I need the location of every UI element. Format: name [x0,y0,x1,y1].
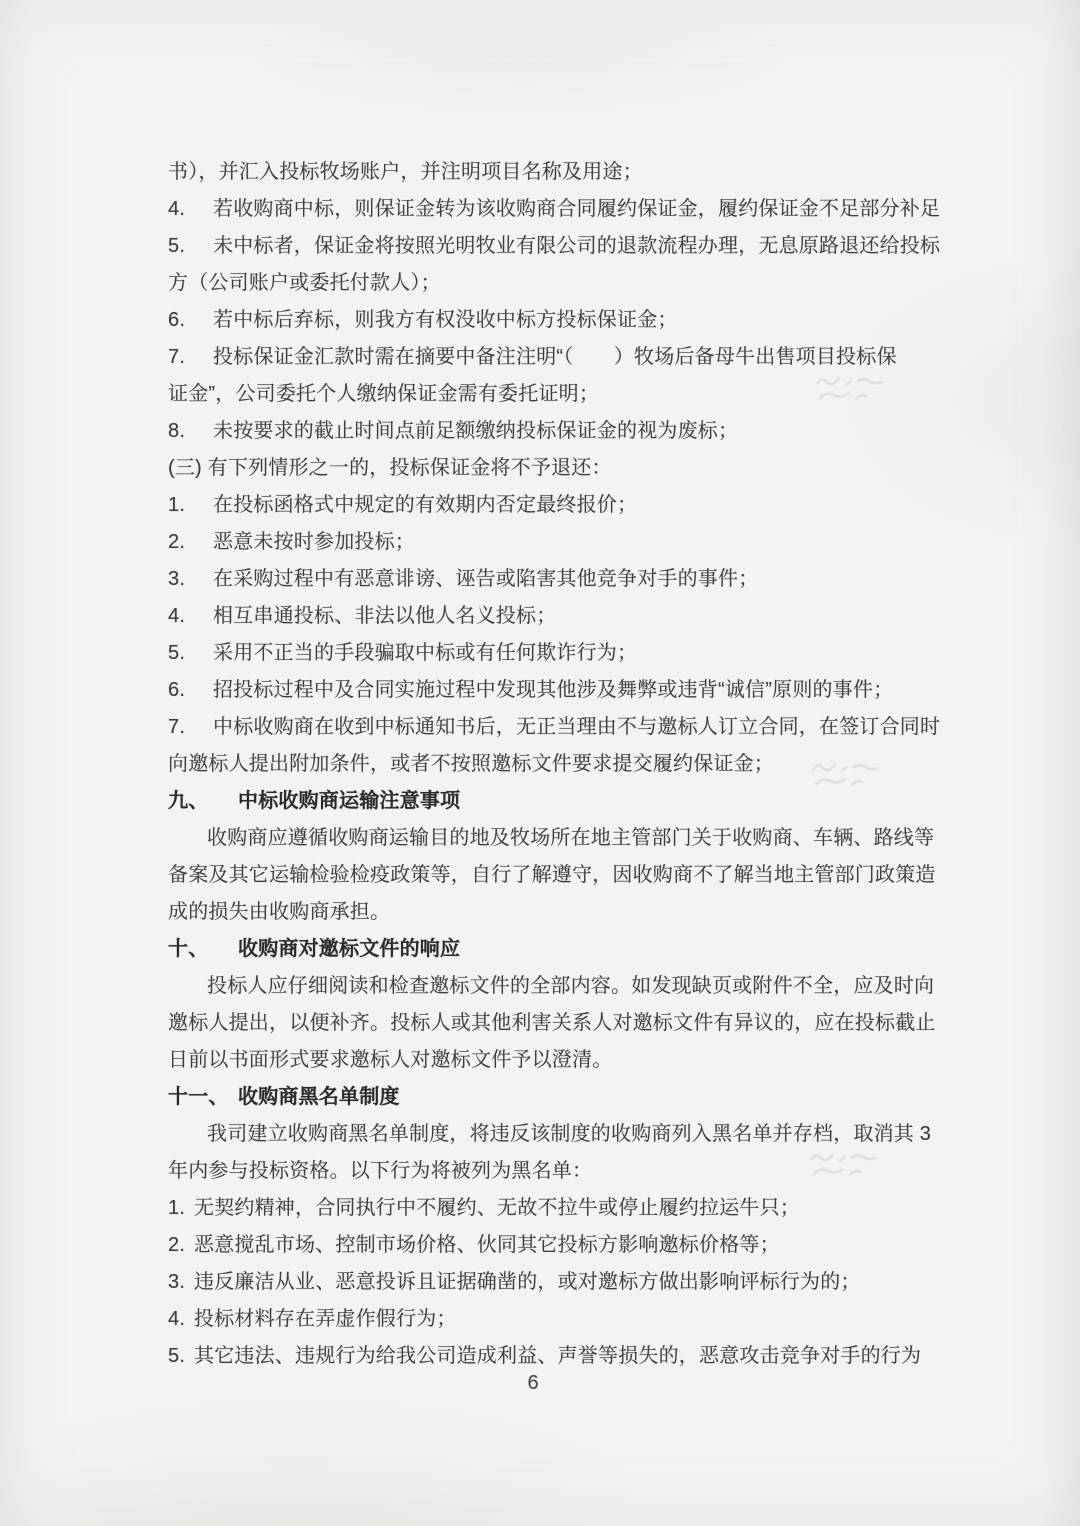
line-number-label: 1. [168,1197,186,1219]
document-line [168,1042,914,1079]
line-text: 邀标人提出，以便补齐。投标人或其他利害关系人对邀标文件有异议的，应在投标截止 [168,1012,936,1034]
document-line [168,1264,914,1301]
line-number-label: 7. [168,716,186,738]
line-number-label: 4. [168,1308,186,1330]
line-number-label: 5. [168,642,186,664]
line-number-label: 7. [168,346,186,368]
document-line [168,1153,914,1190]
line-number-label: 6. [168,679,186,701]
line-text: 收购商黑名单制度 [238,1086,400,1108]
document-line [168,450,914,487]
line-text: 备案及其它运输检验检疫政策等，自行了解遵守，因收购商不了解当地主管部门政策造 [168,864,936,886]
line-text: 在投标函格式中规定的有效期内否定最终报价； [213,494,638,516]
document-line [168,339,914,376]
document-body [168,154,941,1375]
line-text: 未中标者，保证金将按照光明牧业有限公司的退款流程办理，无息原路退还给投标 [213,235,941,257]
line-text: 中标收购商在收到中标通知书后，无正当理由不与邀标人订立合同，在签订合同时 [213,716,941,738]
line-number-label: 4. [168,605,186,627]
line-number-label: 8. [168,420,186,442]
line-number-label: 1. [168,494,186,516]
line-text: 证金”，公司委托个人缴纳保证金需有委托证明； [168,383,600,405]
line-text: (三) 有下列情形之一的，投标保证金将不予退还： [168,457,612,479]
document-line [168,524,914,561]
line-text: 采用不正当的手段骗取中标或有任何欺诈行为； [213,642,638,664]
line-text: 投标材料存在弄虚作假行为； [194,1308,457,1330]
line-text: 未按要求的截止时间点前足额缴纳投标保证金的视为废标； [213,420,739,442]
line-text: 相互串通投标、非法以他人名义投标； [213,605,557,627]
document-line [168,561,914,598]
document-line [168,265,914,302]
line-number-label: 3. [168,568,186,590]
document-line [168,228,941,265]
line-number-label: 九、 [168,790,209,812]
line-number-label: 6. [168,309,186,331]
line-number-label: 2. [168,531,186,553]
line-text: 投标人应仔细阅读和检查邀标文件的全部内容。如发现缺页或附件不全，应及时向 [207,975,935,997]
line-text: 若中标后弃标，则我方有权没收中标方投标保证金； [213,309,678,331]
document-line [168,635,914,672]
document-line [168,709,941,746]
section-heading [168,1079,914,1116]
line-number-label: 3. [168,1271,186,1293]
line-text: 收购商对邀标文件的响应 [238,938,461,960]
line-number-label: 4. [168,198,186,220]
line-text: 年内参与投标资格。以下行为将被列为黑名单： [168,1160,593,1182]
line-text: 无契约精神，合同执行中不履约、无故不拉牛或停止履约拉运牛只； [194,1197,800,1219]
document-line [168,191,941,228]
line-text: 违反廉洁从业、恶意投诉且证据确凿的，或对邀标方做出影响评标行为的； [194,1271,861,1293]
document-line [168,820,935,857]
document-line [168,857,936,894]
document-line [168,1190,914,1227]
line-text: 恶意搅乱市场、控制市场价格、伙同其它投标方影响邀标价格等； [194,1234,780,1256]
section-heading [168,931,914,968]
document-line [168,1301,914,1338]
document-line [168,894,914,931]
line-text: 若收购商中标，则保证金转为该收购商合同履约保证金，履约保证金不足部分补足 [213,198,941,220]
line-text: 方（公司账户或委托付款人）； [168,272,441,294]
section-heading [168,783,914,820]
document-line [168,487,914,524]
line-text: 收购商应遵循收购商运输目的地及牧场所在地主管部门关于收购商、车辆、路线等 [207,827,935,849]
line-text: 在采购过程中有恶意诽谤、诬告或陷害其他竞争对手的事件； [213,568,759,590]
document-line [168,376,914,413]
line-text: 书），并汇入投标牧场账户，并注明项目名称及用途； [168,161,643,183]
line-text: 其它违法、违规行为给我公司造成利益、声誉等损失的，恶意攻击竞争对手的行为 [194,1345,922,1367]
scan-smudge-icon [806,1148,882,1182]
line-text: 成的损失由收购商承担。 [168,901,391,923]
scan-smudge-icon [808,758,884,792]
line-text: 投标保证金汇款时需在摘要中备注注明“（ ）牧场后备母牛出售项目投标保 [213,346,897,368]
line-text: 招投标过程中及合同实施过程中发现其他涉及舞弊或违背“诚信”原则的事件； [213,679,894,701]
line-text: 日前以书面形式要求邀标人对邀标文件予以澄清。 [168,1049,613,1071]
document-line [168,598,914,635]
line-text: 恶意未按时参加投标； [213,531,415,553]
line-number-label: 2. [168,1234,186,1256]
document-line [168,672,914,709]
line-number-label: 5. [168,1345,186,1367]
line-text: 向邀标人提出附加条件，或者不按照邀标文件要求提交履约保证金； [168,753,774,775]
line-number-label: 十一、 [168,1086,229,1108]
document-line [168,1005,936,1042]
line-text: 中标收购商运输注意事项 [238,790,461,812]
document-line [168,968,935,1005]
page-number: 6 [527,1372,539,1394]
line-number-label: 5. [168,235,186,257]
line-text: 我司建立收购商黑名单制度，将违反该制度的收购商列入黑名单并存档，取消其 3 [207,1123,932,1145]
scan-smudge-icon [812,372,888,406]
line-number-label: 十、 [168,938,209,960]
document-line [168,1227,914,1264]
document-line [168,154,914,191]
document-line [168,302,914,339]
document-line [168,746,914,783]
document-line [168,1116,932,1153]
document-line [168,413,914,450]
